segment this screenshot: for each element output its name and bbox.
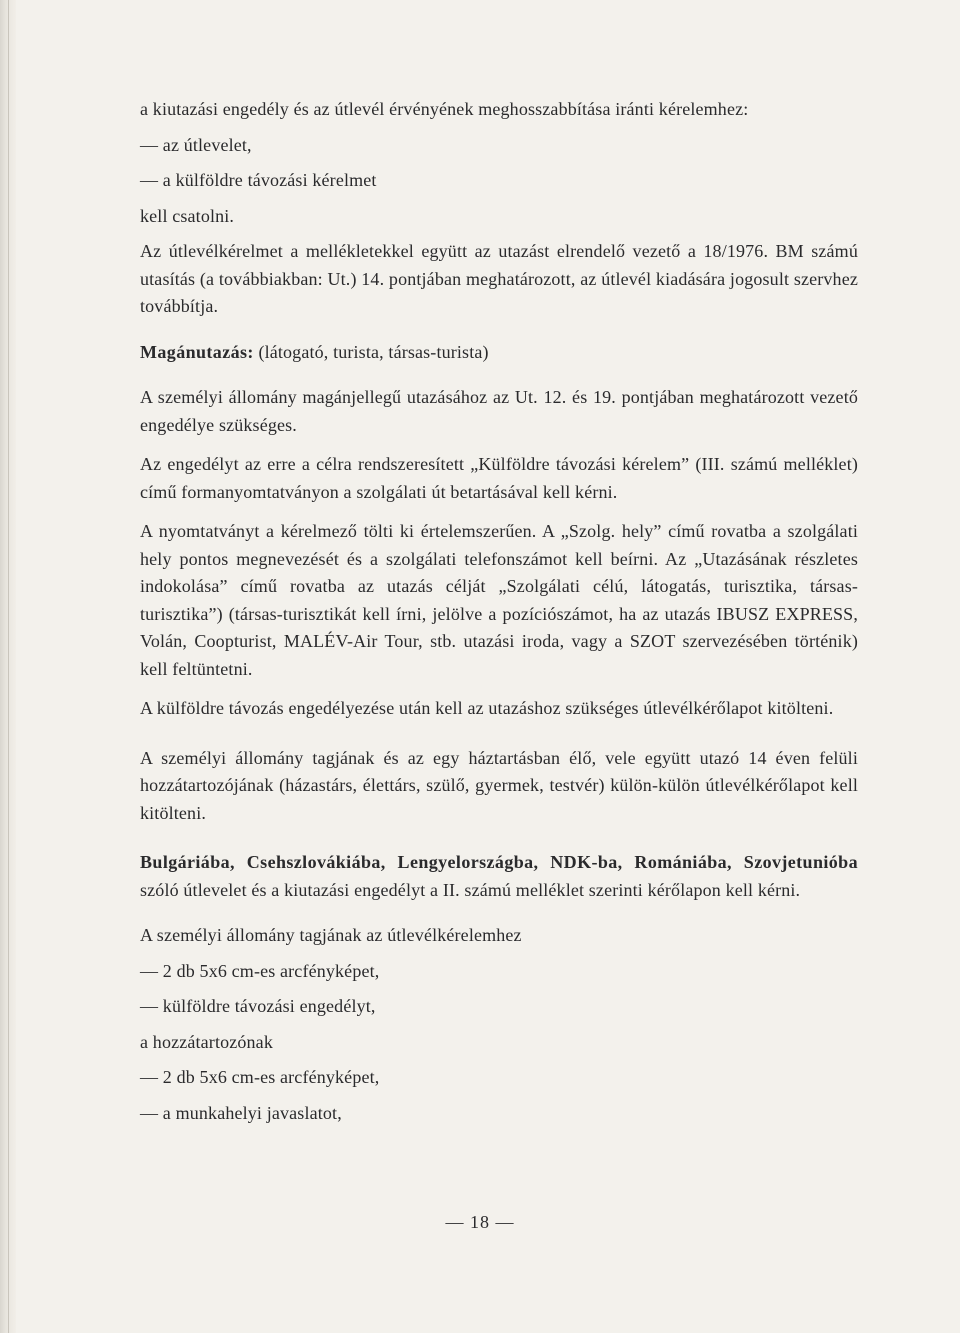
paragraph-renewal-request: a kiutazási engedély és az útlevél érvényének meghosszabbítása iránti kérelemhez: [140, 99, 749, 119]
paragraph-attach: kell csatolni. [140, 205, 235, 226]
section-heading-label: Magánutazás: [140, 341, 254, 362]
section-heading-private-travel [140, 339, 858, 367]
list-item: — külföldre távozási engedélyt, [140, 996, 376, 1016]
list-item: — az útlevelet, [140, 134, 252, 155]
paragraph-passport-request-sheet: A külföldre távozás engedélyezése után kell az utazáshoz szükséges útlevélkérőlapot kitölteni. [140, 698, 834, 718]
list-item: — 2 db 5x6 cm-es arcfényképet, [140, 960, 380, 981]
country-list: Bulgáriába, Csehszlovákiába, Lengyelországba, NDK-ba, Romániába, Szovjetunióba [140, 852, 858, 872]
page-number: — 18 — [445, 1212, 515, 1232]
paragraph-private-travel-permit: A személyi állomány magánjellegű utazásához az Ut. 12. és 19. pontjában meghatározott vezető engedélye szükséges. [140, 387, 858, 435]
document-body [140, 96, 858, 1127]
paragraph-forwarding: Az útlevélkérelmet a mellékletekkel együtt az utazást elrendelő vezető a 18/1976. BM számú utasítás (a továbbiakban: Ut.) 14. pontjában meghatározott, az útlevél kiadására jogosult szervhez továbbítja. [140, 241, 858, 316]
list-item: — a munkahelyi javaslatot, [140, 1102, 342, 1123]
page-binding-edge [0, 0, 16, 1333]
country-paragraph-rest: szóló útlevelet és a kiutazási engedélyt a II. számú melléklet szerinti kérőlapon kell kérni. [140, 879, 801, 900]
paragraph-relatives: A személyi állomány tagjának és az egy háztartásban élő, vele együtt utazó 14 éven felüli hozzátartozójának (házastárs, élettárs, szülő, gyermek, testvér) külön-külön útlevélkérőlapot kell kitölteni. [140, 747, 858, 823]
paragraph-countries [140, 849, 858, 904]
paragraph-staff-requirements: A személyi állomány tagjának az útlevélkérelemhez [140, 925, 522, 945]
list-item: — 2 db 5x6 cm-es arcfényképet, [140, 1067, 380, 1087]
paragraph-relative-requirements: a hozzátartozónak [140, 1031, 273, 1052]
paragraph-permit-form: Az engedélyt az erre a célra rendszeresített „Külföldre távozási kérelem” (III. számú melléklet) című formanyomtatványon a szolgálati út betartásával kell kérni. [140, 454, 858, 502]
paragraph-form-instructions: A nyomtatványt a kérelmező tölti ki értelemszerűen. A „Szolg. hely” című rovatba a szolgálati hely pontos megnevezését és a szolgálati telefonszámot kell beírni. Az „Utazásának részletes indokolása” című rovatba az utazás célját „Szolgálati célú, látogatás, turisztika, társas-turisztika”) (társas-turisztikát kell írni, jelölve a pozíciószámot, ha az utazás IBUSZ EXPRESS, Volán, Coopturist, MALÉV-Air Tour, stb. utazási iroda, vagy a SZOT szervezésében történik) kell feltüntetni. [140, 521, 858, 679]
list-item: — a külföldre távozási kérelmet [140, 170, 377, 190]
section-heading-detail: (látogató, turista, társas-turista) [253, 341, 489, 362]
